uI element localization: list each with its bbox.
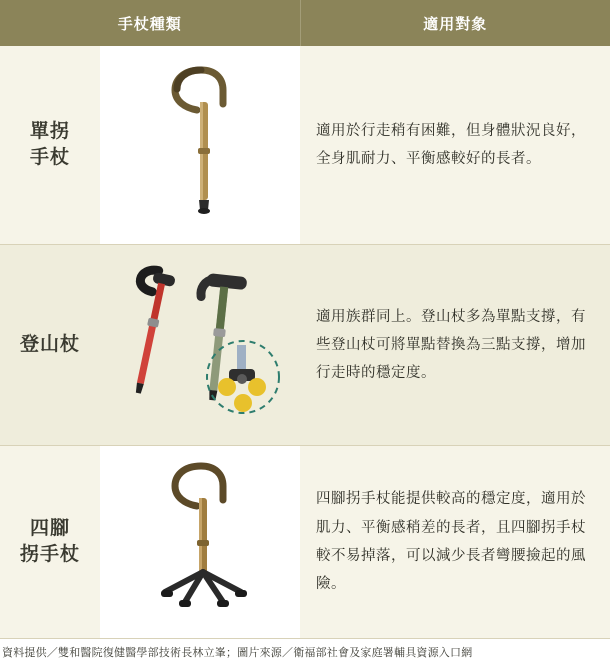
quad-cane-illustration bbox=[105, 452, 295, 612]
row-description-quad-cane: 四腳拐手杖能提供較高的穩定度，適用於肌力、平衡感稍差的長者，且四腳拐手杖較不易掉落，可以減少長者彎腰撿起的風險。 bbox=[300, 446, 610, 639]
trekking-poles-illustration bbox=[103, 251, 297, 423]
row-name-quad-cane bbox=[0, 446, 100, 639]
table-header bbox=[0, 0, 610, 46]
column-header-type: 手杖種類 bbox=[0, 0, 300, 46]
row-image-trekking-pole bbox=[100, 245, 300, 446]
row-name-line-1: 登山杖 bbox=[19, 333, 80, 356]
trekking-poles-image bbox=[100, 251, 300, 439]
row-name-line-2: 手杖 bbox=[29, 146, 70, 168]
column-header-audience: 適用對象 bbox=[300, 0, 610, 46]
row-name-line-2: 拐手杖 bbox=[19, 543, 80, 565]
row-name-line-1: 四腳 bbox=[29, 517, 70, 540]
table-row bbox=[0, 245, 610, 446]
row-name-line-1: 單拐 bbox=[29, 120, 70, 143]
row-image-quad-cane bbox=[100, 446, 300, 639]
table-body bbox=[0, 46, 610, 639]
row-description-single-cane: 適用於行走稍有困難，但身體狀況良好，全身肌耐力、平衡感較好的長者。 bbox=[300, 46, 610, 245]
row-description-trekking-pole: 適用族群同上。登山杖多為單點支撐，有些登山杖可將單點替換為三點支撐，增加行走時的穩定度。 bbox=[300, 245, 610, 446]
source-footnote: 資料提供／雙和醫院復健醫學部技術長林立峯；圖片來源／衛福部社會及家庭署輔具資源入口網 bbox=[2, 646, 473, 659]
row-name-trekking-pole bbox=[0, 245, 100, 446]
single-point-cane-image bbox=[100, 52, 300, 238]
table-row bbox=[0, 446, 610, 639]
table-row bbox=[0, 46, 610, 245]
single-point-cane-illustration bbox=[105, 52, 295, 220]
row-image-single-cane bbox=[100, 46, 300, 245]
table-header-row bbox=[0, 0, 610, 46]
quad-cane-image bbox=[100, 452, 300, 632]
row-name-single-cane bbox=[0, 46, 100, 245]
